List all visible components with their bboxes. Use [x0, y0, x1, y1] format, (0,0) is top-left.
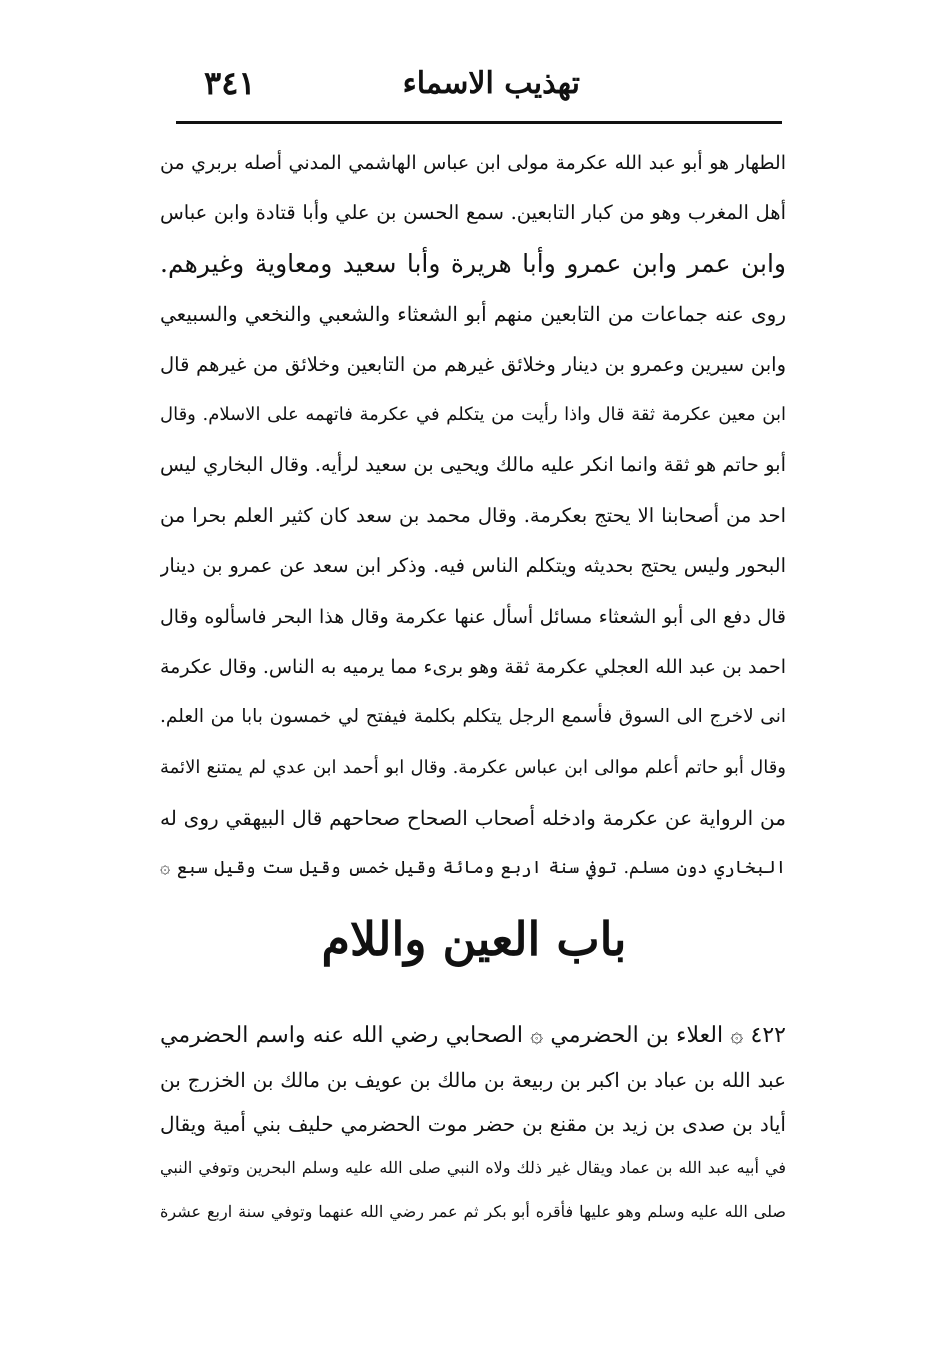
- text-line: قال دفع الى أبو الشعثاء مسائل أسأل عنها عكرمة وقال هذا البحر فاسألوه وقال: [160, 605, 786, 628]
- text-line: الطهار هو أبو عبد الله عكرمة مولى ابن عباس الهاشمي المدني أصله بربري من: [160, 152, 786, 174]
- text-line: صلى الله عليه وسلم وهو عليها فأقره أبو بكر ثم عمر رضي الله عنهما وتوفي سنة اربع عشرة: [160, 1202, 786, 1221]
- text-line: وابن عمر وابن عمرو وأبا هريرة وأبا سعيد ومعاوية وغيرهم.: [160, 248, 786, 278]
- text-line: ٤٢٢ ۞ العلاء بن الحضرمي ۞ الصحابي رضي الله عنه واسم الحضرمي: [160, 1023, 786, 1048]
- text-line: احد من أصحابنا الا يحتج بعكرمة. وقال محمد بن سعد كان كثير العلم بحرا من: [160, 503, 786, 527]
- text-line: أبو حاتم هو ثقة وانما انكر عليه مالك ويحيى بن سعيد لرأيه. وقال البخاري ليس: [160, 453, 786, 477]
- text-line: انى لاخرج الى السوق فأسمع الرجل يتكلم بكلمة فيفتح لي خمسون بابا من العلم.: [160, 706, 786, 728]
- page-header: [180, 62, 770, 112]
- text-line: ابن معين عكرمة ثقة قال واذا رأيت من يتكلم في عكرمة فاتهمه على الاسلام. وقال: [160, 403, 786, 425]
- text-line: وقال أبو حاتم أعلم موالى ابن عباس عكرمة. وقال ابو أحمد ابن عدي لم يمتنع الائمة: [160, 756, 786, 778]
- text-line: روى عنه جماعات من التابعين منهم أبو الشعثاء والشعبي والنخعي والسبيعي: [160, 302, 786, 327]
- header-rule: [176, 121, 782, 124]
- text-line: عبد الله بن عباد بن اكبر بن ربيعة بن مالك بن عويف بن مالك بن الخزرج بن: [160, 1068, 786, 1092]
- text-line: البخاري دون مسلم. توفي سنة اربع ومائة وقيل خمس وقيل ست وقيل سبع ۞: [160, 858, 786, 879]
- paragraph-alaa: [160, 1014, 786, 1234]
- running-title: تهذيب الاسماء: [402, 66, 580, 101]
- text-line: في أبيه عبد الله بن عماد ويقال غير ذلك ولاه النبي صلى الله عليه وسلم البحرين وتوفي النبي: [160, 1158, 786, 1177]
- chapter-heading: باب العين واللام: [321, 912, 627, 966]
- text-line: احمد بن عبد الله العجلي عكرمة ثقة وهو برىء مما يرميه به الناس. وقال عكرمة: [160, 655, 786, 678]
- page-number: ٣٤١: [204, 64, 256, 102]
- text-line: وابن سيرين وعمرو بن دينار وخلائق غيرهم من التابعين وخلائق من غيرهم قال: [160, 352, 786, 376]
- text-line: من الرواية عن عكرمة وادخله أصحاب الصحاح صحاحهم قال البيهقي روى له: [160, 806, 786, 831]
- text-line: أهل المغرب وهو من كبار التابعين. سمع الحسن بن علي وأبا قتادة وابن عباس: [160, 201, 786, 225]
- paragraph-ikrima: [160, 138, 786, 894]
- text-line: البحور وليس يحتج بحديثه ويتكلم الناس فيه. وذكر ابن سعد عن عمرو بن دينار: [160, 554, 786, 578]
- text-line: أياد بن صدى بن زيد بن مقنع بن حضر موت الحضرمي حليف بني أمية ويقال: [160, 1112, 786, 1136]
